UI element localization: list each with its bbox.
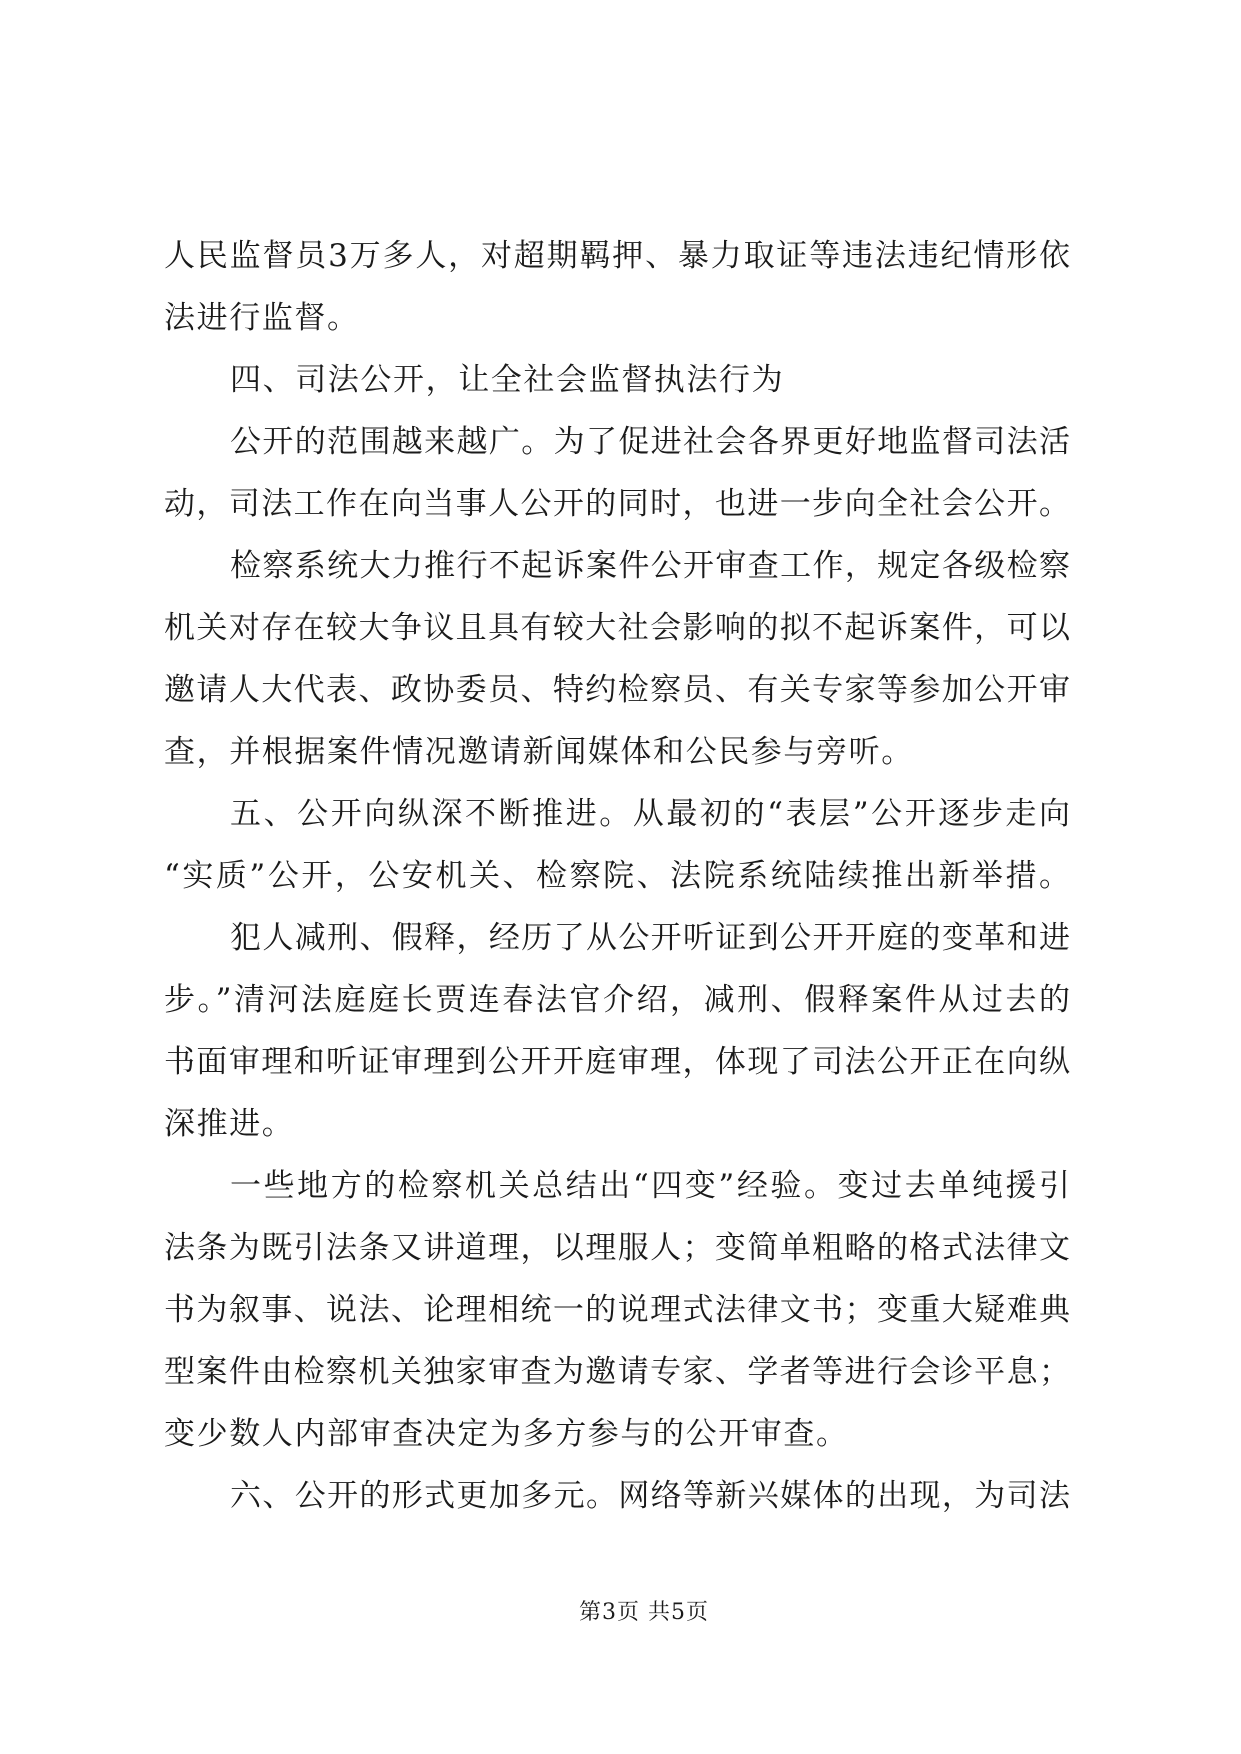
- body-text-line: 法进行监督。: [164, 300, 360, 336]
- page-number-footer: 第3页 共5页: [579, 1600, 709, 1625]
- body-text-line: 检察系统大力推行不起诉案件公开审查工作，规定各级检察: [230, 548, 1070, 584]
- body-text-line: 公开的范围越来越广。为了促进社会各界更好地监督司法活: [230, 424, 1070, 460]
- body-text-line: 犯人减刑、假释，经历了从公开听证到公开开庭的变革和进: [230, 920, 1070, 956]
- body-text-line: 邀请人大代表、政协委员、特约检察员、有关专家等参加公开审: [164, 672, 1070, 708]
- body-text-line: “实质”公开，公安机关、检察院、法院系统陆续推出新举措。: [164, 858, 1070, 894]
- body-text-line: 书为叙事、说法、论理相统一的说理式法律文书；变重大疑难典: [164, 1292, 1070, 1328]
- document-body: [164, 225, 1070, 1527]
- body-text-line: 深推进。: [164, 1106, 295, 1142]
- body-text-line: 变少数人内部审查决定为多方参与的公开审查。: [164, 1416, 849, 1452]
- body-text-line: 型案件由检察机关独家审查为邀请专家、学者等进行会诊平息；: [164, 1354, 1070, 1390]
- body-text-line: 六、公开的形式更加多元。网络等新兴媒体的出现，为司法: [230, 1478, 1070, 1514]
- body-text-line: 五、公开向纵深不断推进。从最初的“表层”公开逐步走向: [230, 796, 1070, 832]
- body-text-line: 书面审理和听证审理到公开开庭审理，体现了司法公开正在向纵: [164, 1044, 1070, 1080]
- body-text-line: 步。”清河法庭庭长贾连春法官介绍，减刑、假释案件从过去的: [164, 982, 1070, 1018]
- body-text-line: 人民监督员3万多人，对超期羁押、暴力取证等违法违纪情形依: [164, 238, 1070, 274]
- body-text-line: 查，并根据案件情况邀请新闻媒体和公民参与旁听。: [164, 734, 914, 770]
- body-text-line: 一些地方的检察机关总结出“四变”经验。变过去单纯援引: [230, 1168, 1070, 1204]
- body-text-line: 动，司法工作在向当事人公开的同时，也进一步向全社会公开。: [164, 486, 1070, 522]
- body-text-line: 机关对存在较大争议且具有较大社会影响的拟不起诉案件，可以: [164, 610, 1070, 646]
- body-text-line: 法条为既引法条又讲道理，以理服人；变简单粗略的格式法律文: [164, 1230, 1070, 1266]
- section-heading: 四、司法公开，让全社会监督执法行为: [230, 362, 785, 398]
